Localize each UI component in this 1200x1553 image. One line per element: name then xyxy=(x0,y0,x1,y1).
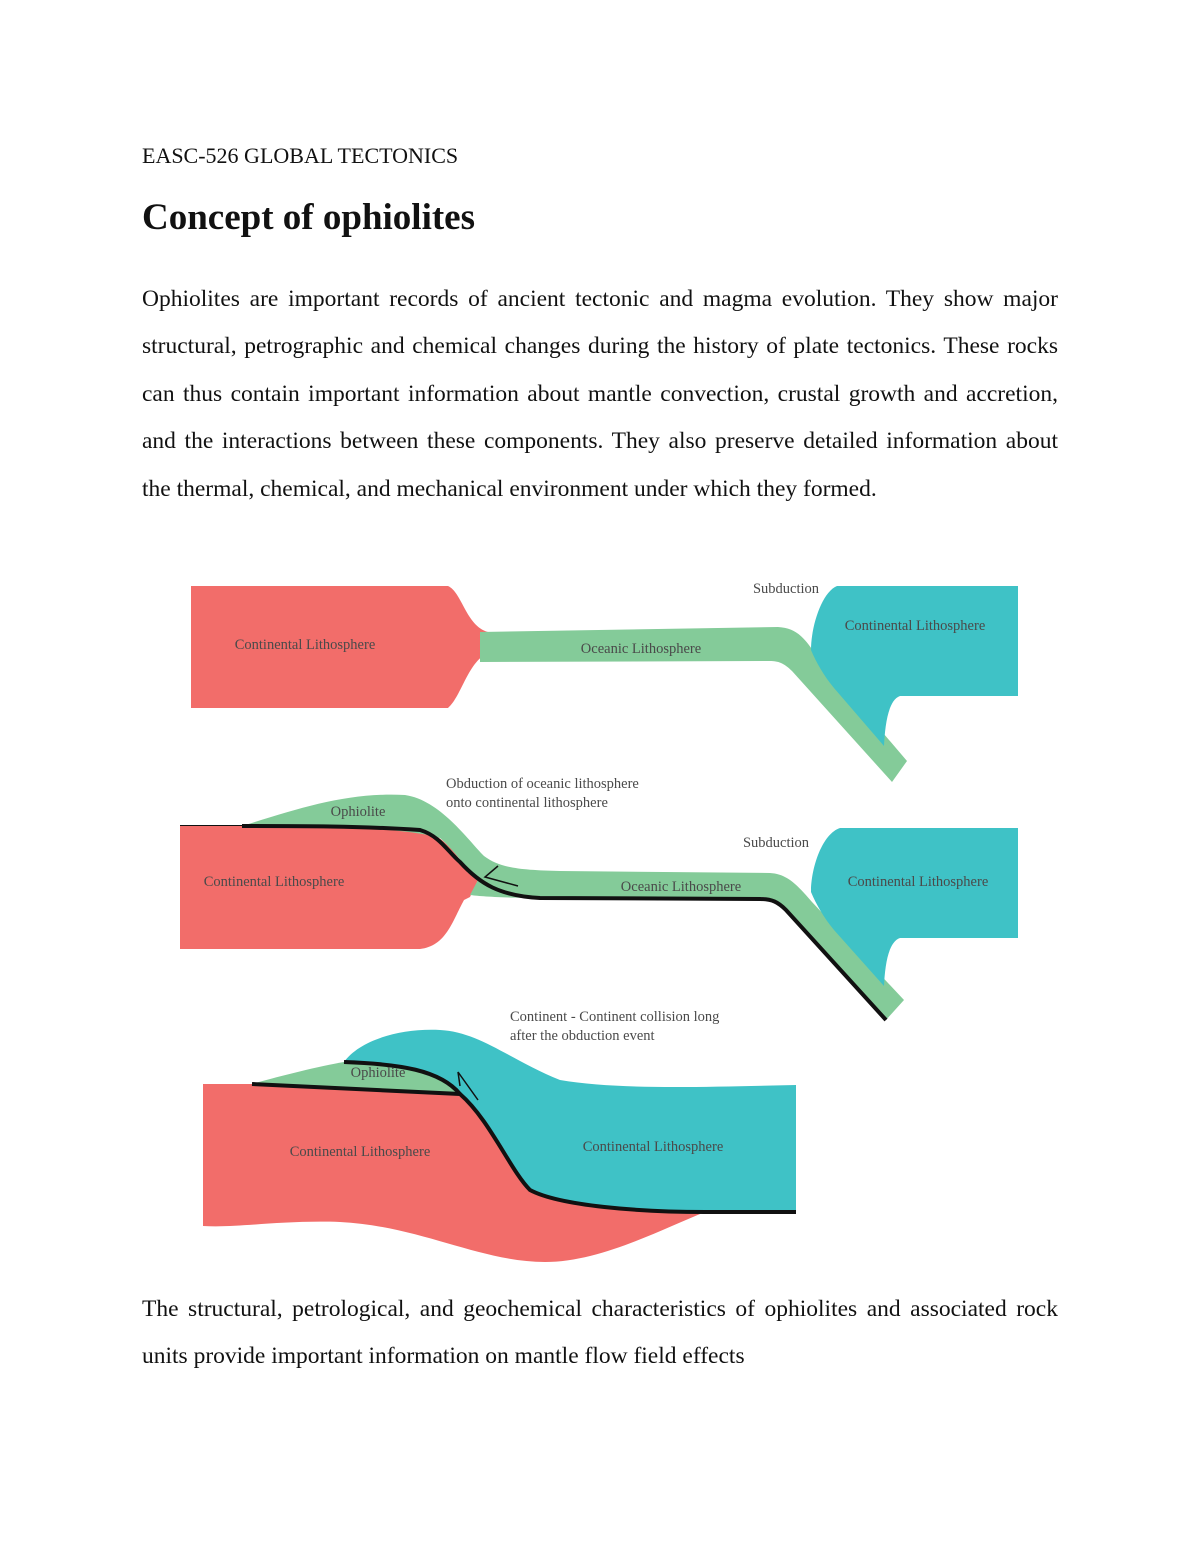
panel3-left-continent-label: Continental Lithosphere xyxy=(289,1144,431,1160)
panel3-ophiolite-label: Ophiolite xyxy=(350,1065,406,1081)
panel2-subduction-label: Subduction xyxy=(742,835,810,851)
panel2-obduction-label-line2: onto continental lithosphere xyxy=(446,795,608,811)
panel2-ocean-label: Oceanic Lithosphere xyxy=(620,879,742,895)
panel-2-obduction xyxy=(180,776,1018,1020)
panel1-left-continent-label: Continental Lithosphere xyxy=(234,637,376,653)
page-title: Concept of ophiolites xyxy=(142,197,475,238)
paragraph-characteristics: The structural, petrological, and geochemical characteristics of ophiolites and associated rock units provide important information on mantle flow field effects xyxy=(142,1296,1058,1370)
panel1-ocean-label: Oceanic Lithosphere xyxy=(580,641,702,657)
panel3-right-continent-label: Continental Lithosphere xyxy=(582,1139,724,1155)
panel1-right-continent-label: Continental Lithosphere xyxy=(844,618,986,634)
panel2-left-continent-label: Continental Lithosphere xyxy=(203,874,345,890)
panel3-collision-label-line1: Continent - Continent collision long xyxy=(510,1009,720,1025)
panel2-ophiolite-label: Ophiolite xyxy=(330,804,386,820)
course-header: EASC-526 GLOBAL TECTONICS xyxy=(142,143,459,168)
panel1-subduction-label: Subduction xyxy=(752,581,820,597)
panel2-obduction-label-line1: Obduction of oceanic lithosphere xyxy=(446,776,639,792)
panel2-right-continent-label: Continental Lithosphere xyxy=(847,874,989,890)
panel-1-subduction xyxy=(191,581,1018,782)
panel3-collision-label-line2: after the obduction event xyxy=(510,1028,655,1044)
panel-3-collision xyxy=(203,1009,796,1262)
ophiolite-diagram xyxy=(170,575,1030,1275)
paragraph-intro: Ophiolites are important records of ancient tectonic and magma evolution. They show major structural, petrographic and chemical changes during the history of plate tectonics. These rocks can thus contain important information about mantle convection, crustal growth and accretion, and the interactions between these components. They also preserve detailed information about the thermal, chemical, and mechanical environment under which they formed. xyxy=(142,286,1058,502)
